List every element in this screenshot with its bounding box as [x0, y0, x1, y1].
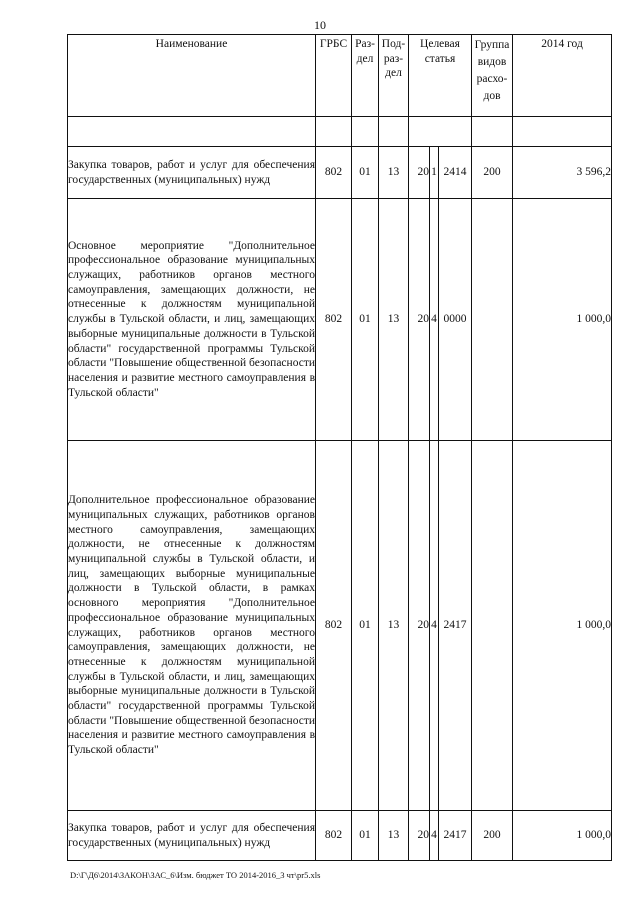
header-grbs: ГРБС: [316, 35, 352, 117]
row-group: 200: [472, 811, 513, 861]
header-group: Группа видов расхо- дов: [472, 35, 513, 117]
row-grbs: 802: [316, 199, 352, 441]
row-ts3: 2417: [439, 441, 472, 811]
row-group: [472, 199, 513, 441]
row-ts2: 4: [430, 199, 439, 441]
table-row: [68, 199, 612, 441]
row-name: Основное мероприятие "Дополнительное профессиональное образование муниципальных служащих, работников органов местного самоуправления, замещающих должности, не отнесенные к должностям муниципальной службы в Тульской области, и лиц, замещающих выборные муниципальные должности в Тульской области" государственной программы Тульской области "Повышение общественной безопасности населения и развитие местного самоуправления в Тульской области": [68, 199, 316, 441]
row-amount: 1 000,0: [513, 441, 612, 811]
row-podrazdel: 13: [379, 147, 409, 199]
row-amount: 1 000,0: [513, 811, 612, 861]
header-podrazdel: Под- раз- дел: [379, 35, 409, 117]
row-amount: 1 000,0: [513, 199, 612, 441]
row-ts3: 2417: [439, 811, 472, 861]
header-razdel: Раз- дел: [352, 35, 379, 117]
row-group: 200: [472, 147, 513, 199]
row-podrazdel: 13: [379, 441, 409, 811]
row-podrazdel: 13: [379, 811, 409, 861]
row-name: Закупка товаров, работ и услуг для обеспечения государственных (муниципальных) нужд: [68, 147, 316, 199]
row-razdel: 01: [352, 811, 379, 861]
header-target: Целевая статья: [409, 35, 472, 117]
row-ts2: 4: [430, 441, 439, 811]
row-razdel: 01: [352, 199, 379, 441]
row-razdel: 01: [352, 441, 379, 811]
row-amount: 3 596,2: [513, 147, 612, 199]
row-grbs: 802: [316, 811, 352, 861]
row-grbs: 802: [316, 441, 352, 811]
row-group: [472, 441, 513, 811]
table-row: [68, 441, 612, 811]
budget-table: [67, 34, 612, 861]
table-row: [68, 811, 612, 861]
row-ts2: 1: [430, 147, 439, 199]
header-name: Наименование: [68, 35, 316, 117]
file-path-footer: D:\Г\Д6\2014\ЗАКОН\ЗАС_6\Изм. бюджет ТО 2014-2016_3 чт\pr5.xls: [70, 870, 321, 880]
page-number: 10: [314, 18, 326, 32]
spacer-row: [68, 117, 612, 147]
row-ts1: 20: [409, 147, 430, 199]
header-row: [68, 35, 612, 117]
row-grbs: 802: [316, 147, 352, 199]
row-ts1: 20: [409, 811, 430, 861]
table-row: [68, 147, 612, 199]
row-ts2: 4: [430, 811, 439, 861]
row-ts3: 0000: [439, 199, 472, 441]
row-name: Дополнительное профессиональное образование муниципальных служащих, работников органов местного самоуправления, замещающих должности, не отнесенные к должностям муниципальной службы в Тульской области, и лиц, замещающих выборные муниципальные должности в Тульской области, в рамках основного мероприятия "Дополнительное профессиональное образование муниципальных служащих, работников органов местного самоуправления, замещающих должности, не отнесенные к должностям муниципальной службы в Тульской области, и лиц, замещающих выборные муниципальные должности в Тульской области" государственной программы Тульской области "Повышение общественной безопасности населения и развитие местного самоуправления в Тульской области": [68, 441, 316, 811]
row-podrazdel: 13: [379, 199, 409, 441]
row-name: Закупка товаров, работ и услуг для обеспечения государственных (муниципальных) нужд: [68, 811, 316, 861]
header-year: 2014 год: [513, 35, 612, 117]
row-ts1: 20: [409, 441, 430, 811]
row-razdel: 01: [352, 147, 379, 199]
row-ts1: 20: [409, 199, 430, 441]
row-ts3: 2414: [439, 147, 472, 199]
